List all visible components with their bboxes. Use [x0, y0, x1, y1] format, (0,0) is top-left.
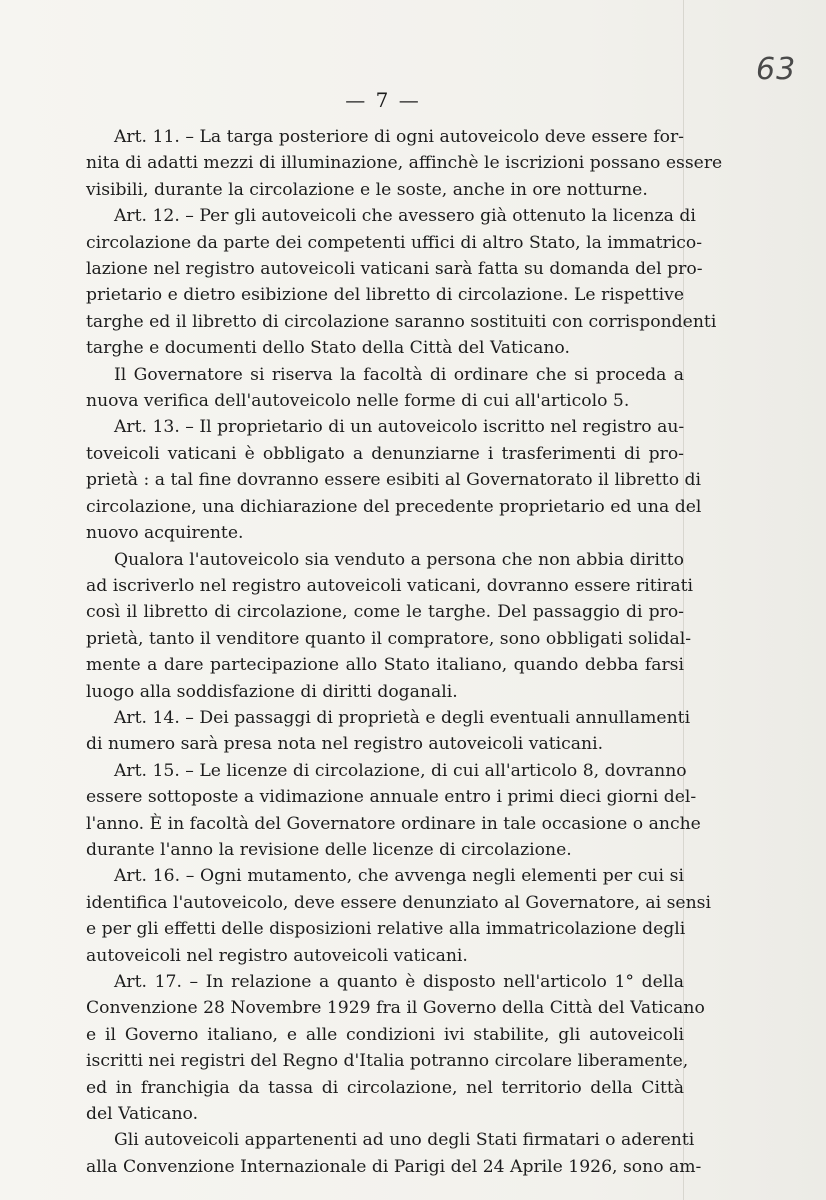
- text-line: lazione nel registro autoveicoli vaticani sarà fatta su domanda del pro-: [86, 259, 703, 280]
- paragraph: [86, 414, 702, 546]
- paragraph: [86, 863, 711, 969]
- text-line: essere sottoposte a vidimazione annuale entro i primi dieci giorni del-: [86, 787, 697, 808]
- text-line: visibili, durante la circolazione e le soste, anche in ore notturne.: [86, 179, 648, 200]
- text-line: Art. 15. – Le licenze di circolazione, di cui all'articolo 8, dovranno: [114, 760, 687, 781]
- text-line: mente a dare partecipazione allo Stato italiano, quando debba farsi: [86, 655, 684, 676]
- text-line: circolazione, una dichiarazione del precedente proprietario ed una del: [86, 496, 702, 517]
- text-line: ed in franchigia da tassa di circolazione, nel territorio della Città: [86, 1077, 684, 1098]
- text-line: prietà : a tal fine dovranno essere esibiti al Governatorato il libretto di: [86, 470, 702, 491]
- paragraph: [86, 705, 691, 758]
- paragraph: [86, 203, 717, 361]
- paragraph: [86, 1127, 702, 1180]
- text-line: di numero sarà presa nota nel registro autoveicoli vaticani.: [86, 734, 604, 755]
- text-line: prietà, tanto il venditore quanto il compratore, sono obbligati solidal-: [86, 628, 692, 649]
- paragraph: [86, 969, 705, 1127]
- text-line: durante l'anno la revisione delle licenze di circolazione.: [86, 839, 572, 860]
- text-line: del Vaticano.: [86, 1104, 199, 1125]
- text-line: Gli autoveicoli appartenenti ad uno degli Stati firmatari o aderenti: [114, 1130, 695, 1151]
- text-line: nuovo acquirente.: [86, 523, 244, 544]
- text-line: nita di adatti mezzi di illuminazione, affinchè le iscrizioni possano essere: [86, 153, 723, 174]
- text-line: Convenzione 28 Novembre 1929 fra il Governo della Città del Vaticano: [86, 998, 705, 1019]
- page-number: — 7 —: [345, 88, 421, 112]
- text-line: e il Governo italiano, e alle condizioni ivi stabilite, gli autoveicoli: [86, 1024, 684, 1045]
- folio-number: 63: [756, 52, 797, 87]
- text-line: e per gli effetti delle disposizioni relative alla immatricolazione degli: [86, 919, 686, 940]
- text-line: targhe ed il libretto di circolazione saranno sostituiti con corrispondenti: [86, 311, 717, 332]
- text-line: Art. 17. – In relazione a quanto è disposto nell'articolo 1° della: [114, 972, 684, 992]
- text-line: Art. 16. – Ogni mutamento, che avvenga negli elementi per cui si: [114, 866, 684, 887]
- text-line: Art. 11. – La targa posteriore di ogni autoveicolo deve essere for-: [114, 127, 684, 147]
- text-line: Qualora l'autoveicolo sia venduto a persona che non abbia diritto: [114, 549, 684, 570]
- text-line: Art. 13. – Il proprietario di un autoveicolo iscritto nel registro au-: [114, 417, 685, 438]
- text-line: nuova verifica dell'autoveicolo nelle forme di cui all'articolo 5.: [86, 391, 630, 412]
- text-line: Il Governatore si riserva la facoltà di ordinare che si proceda a: [114, 364, 684, 385]
- paragraph: [86, 124, 723, 203]
- text-line: prietario e dietro esibizione del libretto di circolazione. Le rispettive: [86, 285, 684, 306]
- text-line: circolazione da parte dei competenti uffici di altro Stato, la immatrico-: [86, 232, 703, 253]
- text-line: così il libretto di circolazione, come le targhe. Del passaggio di pro-: [86, 602, 684, 623]
- text-line: autoveicoli nel registro autoveicoli vaticani.: [86, 945, 468, 966]
- paragraph: [86, 362, 684, 415]
- paragraph: [86, 547, 694, 705]
- text-line: luogo alla soddisfazione di diritti doganali.: [86, 681, 458, 702]
- text-line: Art. 14. – Dei passaggi di proprietà e degli eventuali annullamenti: [114, 707, 691, 728]
- text-line: alla Convenzione Internazionale di Parigi del 24 Aprile 1926, sono am-: [86, 1156, 702, 1177]
- text-line: iscritti nei registri del Regno d'Italia potranno circolare liberamente,: [86, 1051, 689, 1072]
- text-line: l'anno. È in facoltà del Governatore ordinare in tale occasione o anche: [86, 813, 701, 834]
- text-line: targhe e documenti dello Stato della Città del Vaticano.: [86, 338, 570, 359]
- text-line: Art. 12. – Per gli autoveicoli che avessero già ottenuto la licenza di: [114, 206, 696, 227]
- text-line: ad iscriverlo nel registro autoveicoli vaticani, dovranno essere ritirati: [86, 575, 694, 596]
- text-line: toveicoli vaticani è obbligato a denunziarne i trasferimenti di pro-: [86, 443, 684, 464]
- paragraph: [86, 758, 701, 864]
- body-text: [86, 124, 723, 1180]
- text-line: identifica l'autoveicolo, deve essere denunziato al Governatore, ai sensi: [86, 892, 711, 913]
